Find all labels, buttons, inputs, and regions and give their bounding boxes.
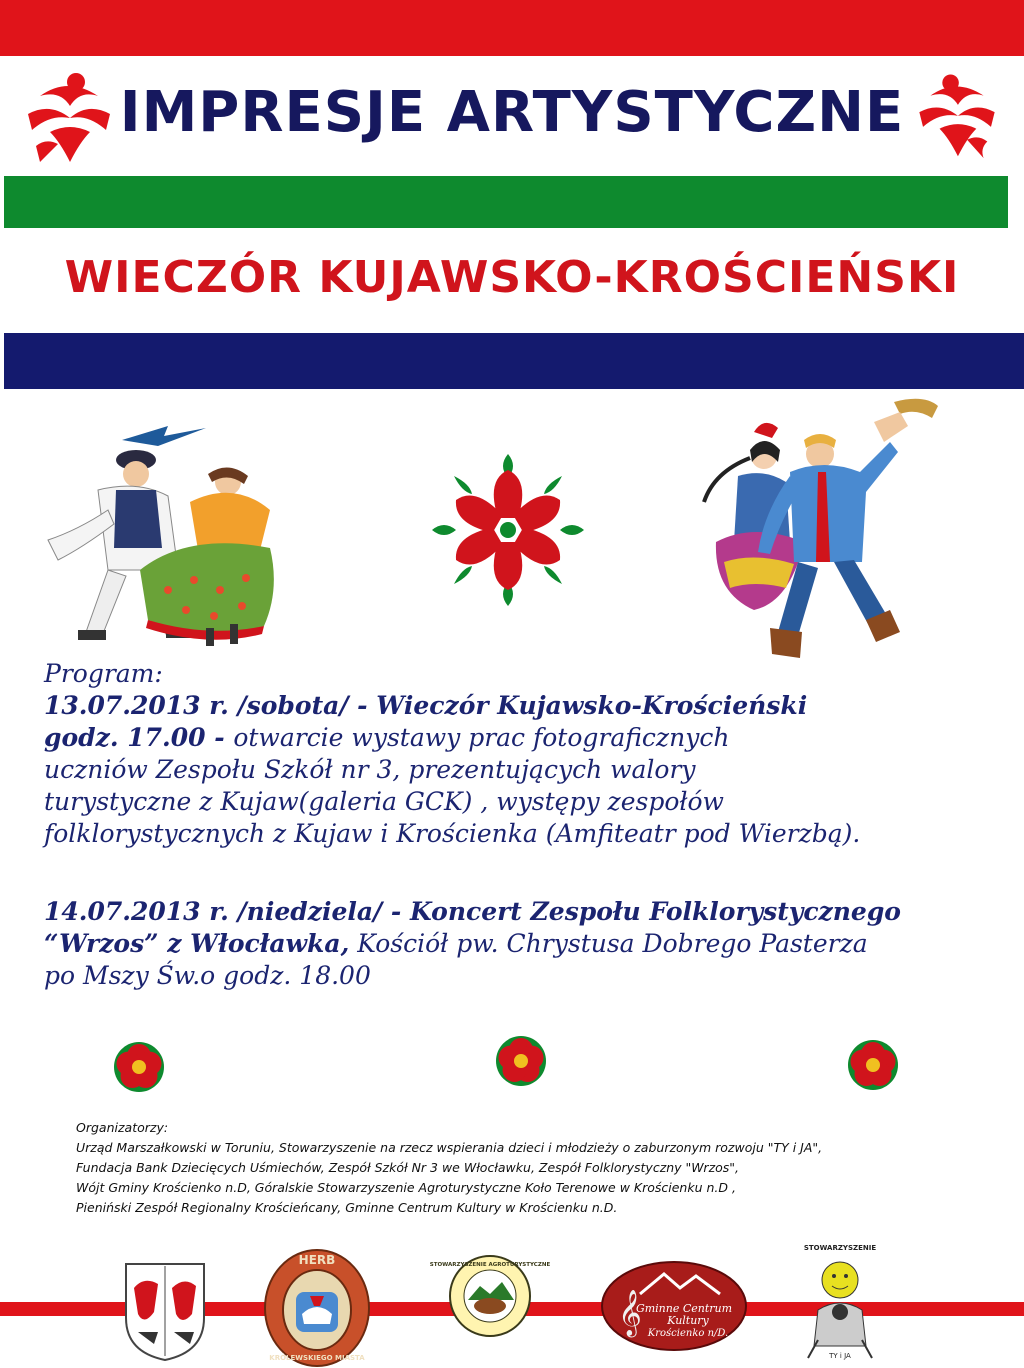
day2-ensemble: “Wrzos” z Włocławka, xyxy=(44,929,350,958)
top-red-band xyxy=(0,0,1024,56)
day2-separator: - xyxy=(382,897,410,926)
herb-ring-label: KRÓLEWSKIEGO MIASTA xyxy=(269,1354,365,1362)
day1-title: Wieczór Kujawsko-Krościeński xyxy=(376,691,808,720)
tyja-bottom-label: TY i JA xyxy=(829,1352,851,1360)
gck-line1: Gminne Centrum xyxy=(635,1302,733,1315)
organizers-line: Pieniński Zespół Regionalny Krościeńcany, Gminne Centrum Kultury w Krościenku n.D. xyxy=(76,1200,618,1215)
left-dancers-illustration xyxy=(38,420,278,652)
day2-place: Kościół pw. Chrystusa Dobrego Pasterza xyxy=(349,929,868,958)
rose-icon-center xyxy=(494,1034,548,1088)
day1-text1: otwarcie wystawy prac fotograficznych xyxy=(233,723,730,752)
day2-date: 14.07.2013 r. /niedziela/ xyxy=(44,897,383,926)
agro-ring-label: STOWARZYSZENIE AGROTURYSTYCZNE xyxy=(429,1262,551,1268)
day2-header xyxy=(44,896,1004,928)
agrotourism-association-logo xyxy=(429,1254,551,1338)
organizers-line: Wójt Gminy Krościenko n.D, Góralskie Stowarzyszenie Agroturystyczne Koło Terenowe w Krościenku n.D , xyxy=(76,1180,736,1195)
gck-line3: Krościenko n/D. xyxy=(647,1328,729,1339)
organizers-section xyxy=(76,1118,996,1218)
organizers-line: Urząd Marszałkowski w Toruniu, Stowarzyszenie na rzecz wspierania dzieci i młodzieży o zaburzonym rozwoju "TY i JA", xyxy=(76,1140,823,1155)
gck-line2: Kultury xyxy=(667,1314,709,1327)
day1-line2: uczniów Zespołu Szkół nr 3, prezentujących walory xyxy=(44,755,696,784)
event-title: IMPRESJE ARTYSTYCZNE xyxy=(119,80,905,145)
day1-separator2: - xyxy=(205,723,234,752)
organizers-heading: Organizatorzy: xyxy=(76,1120,169,1135)
organizers-line: Fundacja Bank Dziecięcych Uśmiechów, Zespół Szkół Nr 3 we Włocławku, Zespół Folklorystyczny "Wrzos", xyxy=(76,1160,740,1175)
right-dancers-illustration xyxy=(694,392,948,662)
kujawsko-pomorskie-coat-of-arms-icon xyxy=(124,1262,206,1362)
herb-label: HERB xyxy=(298,1253,336,1267)
day1-line4: folklorystycznych z Kujaw i Krościenka (Amfiteatr pod Wierzbą). xyxy=(44,819,861,848)
herb-miasta-seal-icon xyxy=(262,1244,372,1368)
day1-line1 xyxy=(44,722,1004,754)
day2-line3: po Mszy Św.o godz. 18.00 xyxy=(44,961,371,990)
tyja-ring-label: STOWARZYSZENIE xyxy=(803,1244,877,1252)
day1-date: 13.07.2013 r. /sobota/ xyxy=(44,691,349,720)
event-subtitle: WIECZÓR KUJAWSKO-KROŚCIEŃSKI xyxy=(64,252,960,303)
green-band xyxy=(4,176,1008,228)
day1-time: godz. 17.00 xyxy=(44,723,206,752)
day2-title: Koncert Zespołu Folklorystycznego xyxy=(409,897,901,926)
program-section xyxy=(44,658,1004,992)
rose-icon-left xyxy=(112,1040,166,1094)
program-heading: Program: xyxy=(44,659,163,688)
blue-band xyxy=(4,333,1024,389)
center-folk-flower-icon xyxy=(430,452,586,608)
day1-line3: turystyczne z Kujaw(galeria GCK) , występy zespołów xyxy=(44,787,724,816)
gck-kroscienko-logo xyxy=(600,1260,748,1352)
ty-i-ja-association-logo xyxy=(796,1240,884,1364)
day1-header xyxy=(44,690,1004,722)
music-clef-icon: 𝄞 xyxy=(618,1290,642,1336)
day2-line2 xyxy=(44,928,1004,960)
rose-icon-right xyxy=(846,1038,900,1092)
day1-separator: - xyxy=(348,691,377,720)
